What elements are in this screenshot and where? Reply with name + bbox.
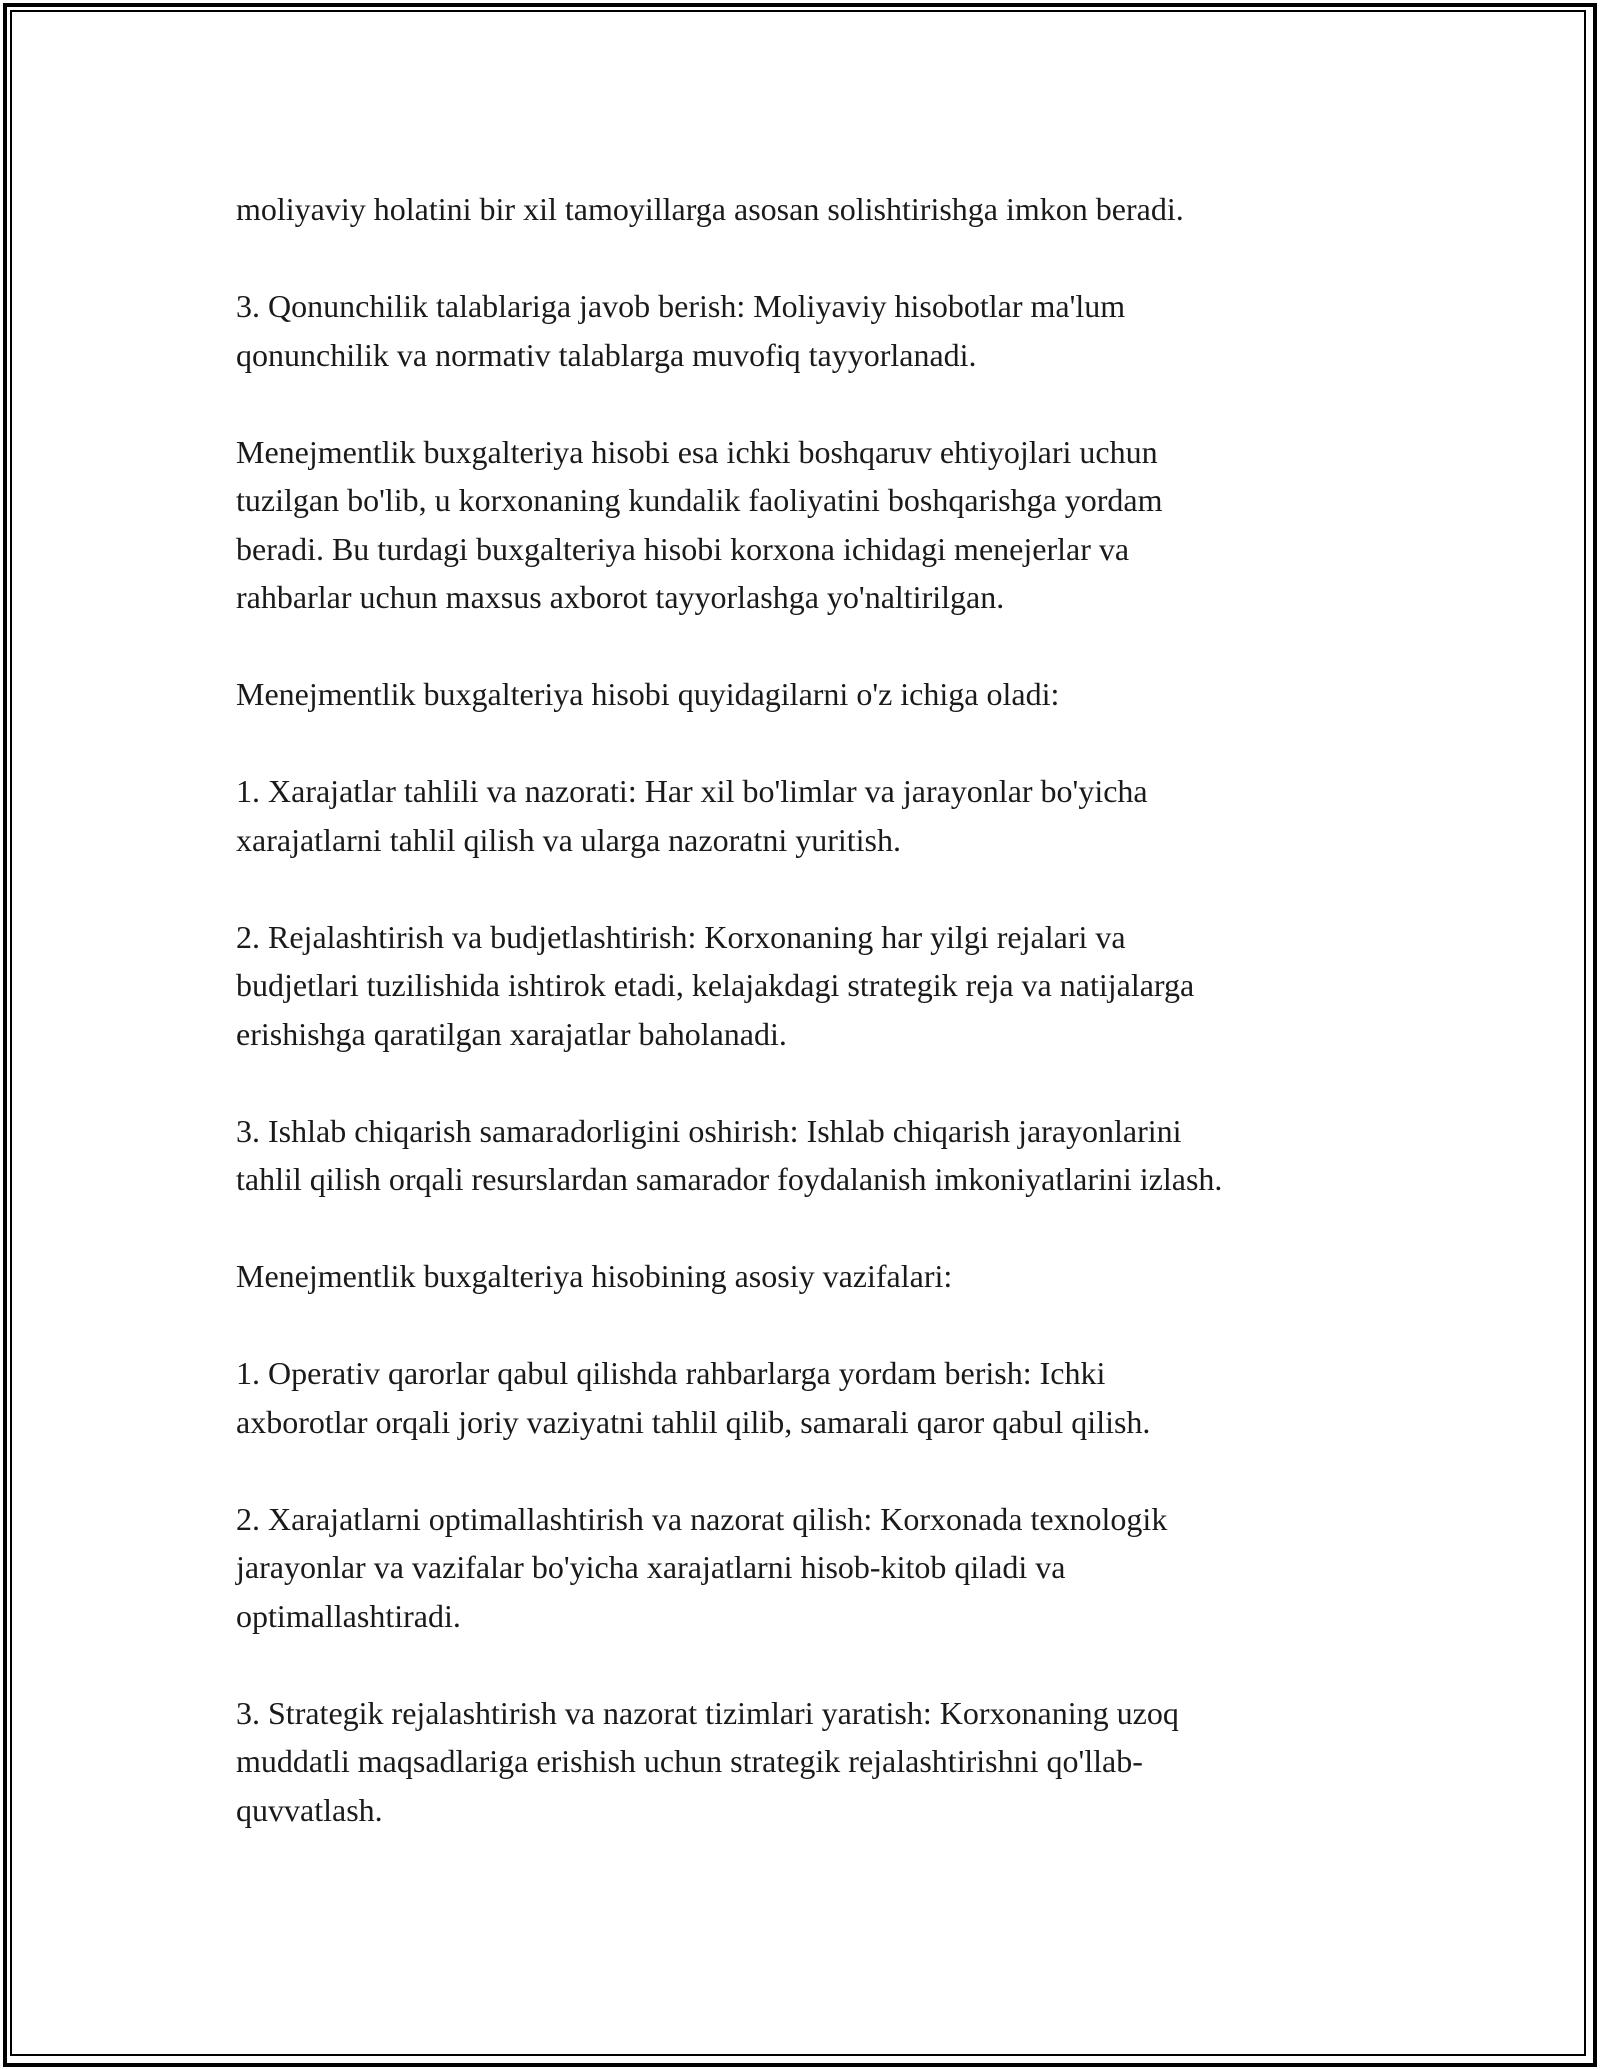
- paragraph: [236, 1495, 1416, 1641]
- text-line: beradi. Bu turdagi buxgalteriya hisobi korxona ichidagi menejerlar va: [236, 530, 1130, 567]
- text-line: Menejmentlik buxgalteriya hisobining asosiy vazifalari:: [236, 1258, 953, 1294]
- text-line: tuzilgan bo'lib, u korxonaning kundalik faoliyatini boshqarishga yordam: [236, 482, 1163, 518]
- text-line: Menejmentlik buxgalteriya hisobi esa ichki boshqaruv ehtiyojlari uchun: [236, 433, 1158, 470]
- text-line: jarayonlar va vazifalar bo'yicha xarajatlarni hisob-kitob qiladi va: [236, 1549, 1066, 1585]
- document-body: [236, 185, 1416, 1834]
- text-line: 3. Strategik rejalashtirish va nazorat tizimlari yaratish: Korxonaning uzoq: [236, 1694, 1179, 1731]
- text-line: muddatli maqsadlariga erishish uchun strategik rejalashtirishni qo'llab-: [236, 1743, 1143, 1779]
- paragraph: [236, 1107, 1416, 1204]
- text-line: xarajatlarni tahlil qilish va ularga nazoratni yuritish.: [236, 821, 901, 858]
- paragraph: [236, 1689, 1416, 1835]
- paragraph: [236, 185, 1416, 234]
- text-line: quvvatlash.: [236, 1791, 383, 1828]
- text-line: Menejmentlik buxgalteriya hisobi quyidagilarni o'z ichiga oladi:: [236, 676, 1060, 712]
- text-line: axborotlar orqali joriy vaziyatni tahlil qilib, samarali qaror qabul qilish.: [236, 1403, 1151, 1440]
- paragraph: [236, 428, 1416, 622]
- paragraph: [236, 1252, 1416, 1301]
- text-line: optimallashtiradi.: [236, 1597, 461, 1634]
- paragraph: [236, 1349, 1416, 1446]
- text-line: erishishga qaratilgan xarajatlar baholanadi.: [236, 1015, 787, 1052]
- text-line: 3. Ishlab chiqarish samaradorligini oshirish: Ishlab chiqarish jarayonlarini: [236, 1112, 1182, 1149]
- text-line: 1. Xarajatlar tahlili va nazorati: Har xil bo'limlar va jarayonlar bo'yicha: [236, 773, 1148, 809]
- paragraph: [236, 670, 1416, 719]
- text-line: budjetlari tuzilishida ishtirok etadi, kelajakdagi strategik reja va natijalarga: [236, 967, 1195, 1003]
- text-line: rahbarlar uchun maxsus axborot tayyorlashga yo'naltirilgan.: [236, 579, 1005, 615]
- paragraph: [236, 282, 1416, 379]
- text-line: 1. Operativ qarorlar qabul qilishda rahbarlarga yordam berish: Ichki: [236, 1355, 1106, 1391]
- text-line: 2. Rejalashtirish va budjetlashtirish: Korxonaning har yilgi rejalari va: [236, 918, 1126, 955]
- text-line: 2. Xarajatlarni optimallashtirish va nazorat qilish: Korxonada texnologik: [236, 1500, 1168, 1537]
- paragraph: [236, 913, 1416, 1059]
- text-line: qonunchilik va normativ talablarga muvofiq tayyorlanadi.: [236, 336, 977, 373]
- text-line: moliyaviy holatini bir xil tamoyillarga asosan solishtirishga imkon beradi.: [236, 191, 1184, 227]
- paragraph: [236, 767, 1416, 864]
- text-line: 3. Qonunchilik talablariga javob berish: Moliyaviy hisobotlar ma'lum: [236, 288, 1126, 324]
- text-line: tahlil qilish orqali resurslardan samarador foydalanish imkoniyatlarini izlash.: [236, 1161, 1223, 1197]
